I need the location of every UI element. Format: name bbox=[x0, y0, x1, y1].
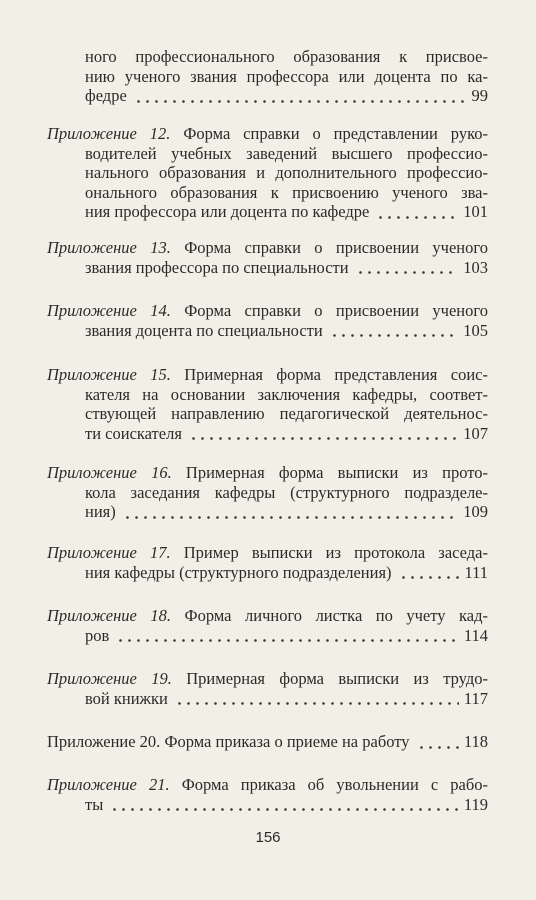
entry-last-line bbox=[47, 689, 488, 709]
entry-page-number: 114 bbox=[463, 625, 488, 645]
entry-text: ния профессора или доцента по кафедре bbox=[85, 202, 370, 221]
entry-last-line bbox=[47, 795, 488, 815]
toc-entry-17 bbox=[47, 543, 488, 582]
entry-first-line bbox=[47, 669, 488, 689]
toc-entry-15 bbox=[47, 365, 488, 443]
entry-label: Приложение 18. bbox=[47, 606, 172, 625]
entry-text: Форма приказа об увольнении с рабо- bbox=[181, 775, 488, 794]
entry-text: Примерная форма выписки из трудо- bbox=[186, 669, 488, 688]
entry-label: Приложение 13. bbox=[47, 238, 171, 257]
toc-entry-continuation bbox=[47, 47, 488, 106]
entry-text-line: нию ученого звания профессора или доцента по ка- bbox=[85, 66, 488, 86]
dot-leader bbox=[376, 202, 458, 222]
dot-leader bbox=[134, 86, 467, 106]
dot-leader bbox=[116, 626, 459, 646]
toc-entry-18 bbox=[47, 606, 488, 645]
entry-text: ти соискателя bbox=[85, 423, 182, 443]
entry-page-number: 103 bbox=[463, 257, 488, 277]
entry-title bbox=[47, 732, 410, 752]
entry-page-number: 99 bbox=[471, 86, 488, 105]
dot-leader bbox=[417, 732, 459, 752]
entry-text-line: ного профессионального образования к присвое- bbox=[85, 47, 488, 66]
entry-text: федре bbox=[85, 86, 127, 105]
page-number: 156 bbox=[255, 829, 281, 846]
entry-text: Форма справки о присвоении ученого bbox=[184, 238, 488, 257]
entry-text-line: онального образования к присвоению ученого зва- bbox=[85, 182, 488, 202]
dot-leader bbox=[356, 258, 459, 278]
entry-last-line bbox=[47, 563, 488, 583]
entry-page-number: 118 bbox=[463, 732, 488, 751]
entry-text-line: нального образования и дополнительного профессио- bbox=[85, 163, 488, 182]
entry-text-line: водителей учебных заведений высшего профессио- bbox=[85, 143, 488, 163]
entry-last-line bbox=[47, 424, 488, 444]
entry-page-number: 105 bbox=[463, 320, 488, 340]
entry-text: Пример выписки из протокола заседа- bbox=[183, 543, 488, 562]
dot-leader bbox=[123, 502, 459, 522]
entry-text: Форма приказа о приеме на работу bbox=[164, 732, 410, 751]
entry-label: Приложение 21. bbox=[47, 775, 170, 794]
dot-leader bbox=[189, 424, 458, 444]
toc-entry-13 bbox=[47, 238, 488, 277]
entry-text: ты bbox=[85, 794, 104, 814]
entry-text: Форма справки о присвоении ученого bbox=[184, 301, 488, 320]
entry-label: Приложение 15. bbox=[47, 365, 171, 384]
dot-leader bbox=[175, 689, 459, 709]
entry-label: Приложение 20. bbox=[47, 732, 161, 751]
entry-first-line bbox=[47, 463, 488, 483]
entry-first-line bbox=[47, 543, 488, 563]
entry-text: звания профессора по специальности bbox=[85, 257, 349, 277]
entry-last-line bbox=[47, 86, 488, 106]
entry-page-number: 111 bbox=[464, 562, 488, 582]
toc-entry-21 bbox=[47, 775, 488, 814]
entry-text-line: ствующей направлению педагогической деятельнос- bbox=[85, 404, 488, 423]
toc-entry-20 bbox=[47, 732, 488, 752]
toc-entry-19 bbox=[47, 669, 488, 708]
entry-first-line bbox=[47, 732, 488, 752]
entry-label: Приложение 17. bbox=[47, 543, 171, 562]
entry-last-line bbox=[47, 321, 488, 341]
toc-entry-14 bbox=[47, 301, 488, 340]
entry-text: Форма справки о представлении руко- bbox=[183, 124, 488, 143]
entry-first-line bbox=[47, 301, 488, 321]
entry-first-line bbox=[47, 124, 488, 144]
dot-leader bbox=[110, 795, 459, 815]
entry-text-line: кателя на основании заключения кафедры, соответ- bbox=[85, 384, 488, 404]
entry-text: вой книжки bbox=[85, 688, 168, 708]
entry-label: Приложение 14. bbox=[47, 301, 171, 320]
entry-page-number: 119 bbox=[463, 794, 488, 814]
entry-last-line bbox=[47, 258, 488, 278]
entry-page-number: 117 bbox=[463, 688, 488, 708]
entry-first-line bbox=[47, 606, 488, 626]
entry-page-number: 107 bbox=[463, 423, 488, 443]
entry-text: ния) bbox=[85, 502, 116, 521]
entry-text: ния кафедры (структурного подразделения) bbox=[85, 562, 392, 582]
entry-last-line bbox=[47, 202, 488, 222]
dot-leader bbox=[330, 321, 459, 341]
entry-first-line bbox=[47, 238, 488, 258]
entry-first-line bbox=[47, 365, 488, 385]
entry-text: Примерная форма представления соис- bbox=[184, 365, 488, 384]
entry-text: ров bbox=[85, 625, 110, 645]
entry-label: Приложение 12. bbox=[47, 124, 171, 143]
toc-entry-16 bbox=[47, 463, 488, 522]
toc-entry-12 bbox=[47, 124, 488, 222]
entry-text: Примерная форма выписки из прото- bbox=[185, 463, 488, 482]
entry-text-line: кола заседания кафедры (структурного подразделе- bbox=[85, 482, 488, 502]
entry-last-line bbox=[47, 626, 488, 646]
entry-text: звания доцента по специальности bbox=[85, 320, 323, 340]
dot-leader bbox=[399, 563, 460, 583]
entry-label: Приложение 19. bbox=[47, 669, 172, 688]
entry-first-line bbox=[47, 775, 488, 795]
entry-text: Форма личного листка по учету кад- bbox=[184, 606, 488, 625]
entry-page-number: 101 bbox=[463, 202, 488, 221]
entry-last-line bbox=[47, 502, 488, 522]
entry-page-number: 109 bbox=[463, 502, 488, 521]
entry-label: Приложение 16. bbox=[47, 463, 172, 482]
